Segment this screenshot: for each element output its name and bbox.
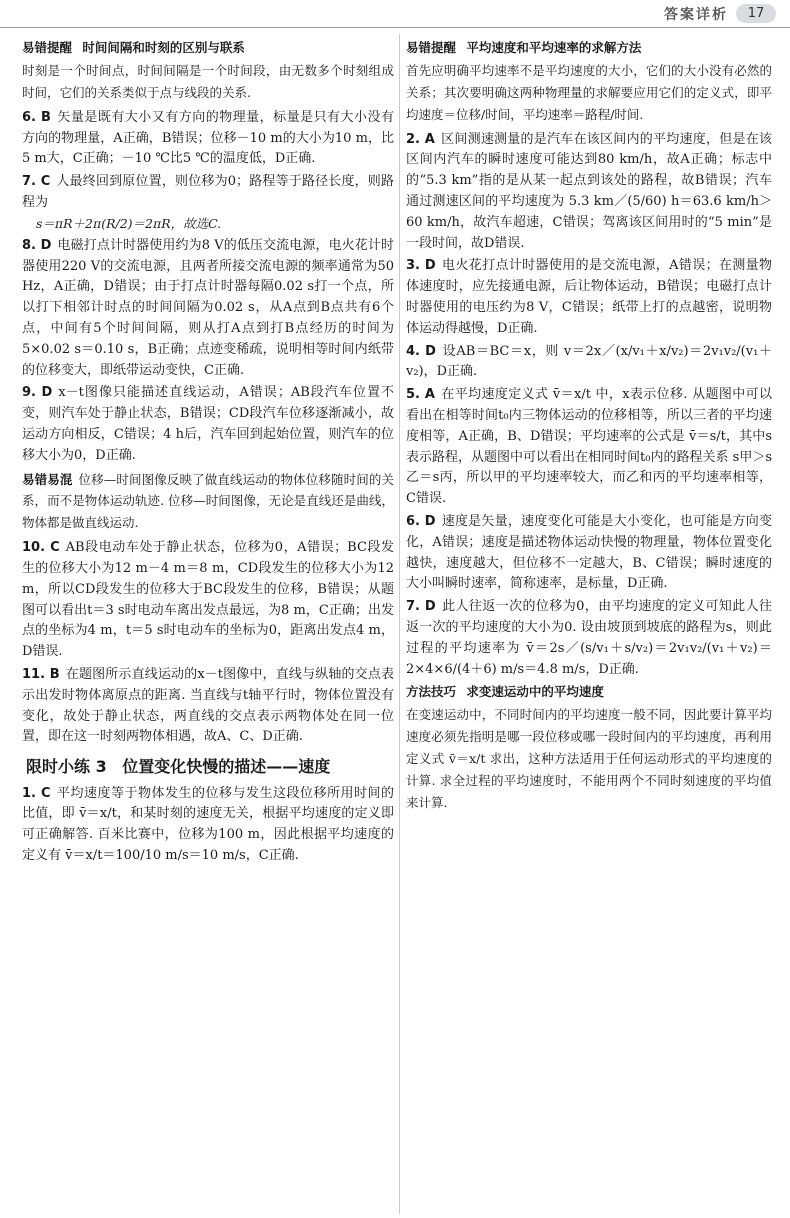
left-column	[22, 38, 394, 869]
answer-s4	[406, 342, 772, 384]
tip-tag: 易错易混	[22, 471, 73, 487]
answer-text: 在题图所示直线运动的x－t图像中，直线与纵轴的交点表示出发时物体离原点的距离. 当直线与t轴平行时，物体位置没有变化，故处于静止状态，两直线的交点表示两物体处在同一位置，即在这一时刻两物体相遇，故A、C、D正确.	[22, 666, 394, 745]
answer-9	[22, 383, 394, 466]
right-column	[406, 38, 772, 818]
tip-box-time	[22, 38, 394, 104]
answer-10	[22, 538, 394, 663]
tip-tag: 易错提醒	[406, 40, 457, 55]
answer-s1	[22, 784, 394, 867]
answer-text: AB段电动车处于静止状态，位移为0，A错误；BC段发生的位移大小为12 m－4 m＝8 m，CD段发生的位移大小为12 m，所以CD段发生的位移大于BC段发生的位移，B错误；从题图可以看出t＝3 s时电动车离出发点最远，为8 m，C正确；出发点的坐标为4 m，t＝5 s时电动车的坐标为0，距离出发点4 m，D错误.	[22, 540, 394, 660]
answer-number: 6. B	[22, 109, 51, 125]
answer-number: 2. A	[406, 131, 435, 147]
answer-8	[22, 236, 394, 382]
answer-number: 6. D	[406, 513, 436, 529]
tip-tag: 易错提醒	[22, 40, 73, 55]
tip-title: 求变速运动中的平均速度	[466, 684, 604, 700]
answer-text: 电磁打点计时器使用约为8 V的低压交流电源，电火花计时器使用220 V的交流电源，且两者所接交流电源的频率通常为50 Hz，A正确，D错误；由于打点计时器每隔0.02 s打一个点，所以打下相邻计时点的时间间隔为0.02 s，从A点到B点共有6个点，中间有5个时间间隔，则从打A点到打B点经历的时间为5×0.02 s＝0.10 s，B正确；点迹变稀疏，说明相等时间内纸带的位移变大，即纸带运动变快，C正确.	[22, 237, 394, 378]
answer-7	[22, 172, 394, 234]
answer-number: 10. C	[22, 540, 60, 556]
tip-title: 平均速度和平均速率的求解方法	[466, 40, 642, 55]
answer-formula: s＝πR＋2π(R/2)＝2πR，故选C.	[36, 215, 222, 231]
answer-number: 5. A	[406, 387, 435, 403]
answer-s5	[406, 385, 772, 510]
answer-6	[22, 108, 394, 170]
header-title: 答案详析	[664, 7, 728, 23]
answer-text: 平均速度等于物体发生的位移与发生这段位移所用时间的比值，即 v̄＝x/t，和某时刻的速度无关，根据平均速度的定义即可正确解答. 百米比赛中，位移为100 m，因此根据平均速度的定义有 v̄＝x/t＝100/10 m/s＝10 m/s，C正确.	[22, 785, 394, 864]
column-divider	[399, 34, 400, 1214]
section-number: 限时小练 3	[26, 757, 107, 777]
page-number: 17	[736, 4, 776, 23]
answer-number: 9. D	[22, 385, 53, 401]
answer-s2	[406, 130, 772, 255]
answer-number: 4. D	[406, 343, 436, 359]
answer-text: 区间测速测量的是汽车在该区间内的平均速度，但是在该区间内汽车的瞬时速度可能达到80 km/h，故A正确；标志中的“5.3 km”指的是从某一起点到该处的路程，故B错误；汽车通过测速区间的平均速度为 5.3 km／(5/60) h＝63.6 km/h＞60 km/h，故汽车超速，C错误；驾离该区间用时的“5 min”是一段时间，故D错误.	[406, 131, 772, 251]
tip-text: 首先应明确平均速率不是平均速度的大小，它们的大小没有必然的关系；其次要明确这两种物理量的求解要应用它们的定义式，即平均速度＝位移/时间，平均速率＝路程/时间.	[406, 63, 772, 122]
answer-s6	[406, 512, 772, 595]
section-title: 位置变化快慢的描述——速度	[122, 757, 331, 777]
tip-box-method	[406, 682, 772, 813]
answer-11	[22, 665, 394, 748]
answer-text: 矢量是既有大小又有方向的物理量，标量是只有大小没有方向的物理量，A正确，B错误；位移－10 m的大小为10 m，比5 m大，C正确；－10 ℃比5 ℃的温度低，D正确.	[22, 109, 394, 167]
answer-s7	[406, 597, 772, 680]
answer-text: 此人往返一次的位移为0，由平均速度的定义可知此人往返一次的平均速度的大小为0. 设由坡顶到坡底的路程为s，则此过程的平均速率为 v̄＝2s／(s/v₁＋s/v₂)＝2v₁v₂/(v₁＋v₂)＝2×4×6/(4＋6) m/s＝4.8 m/s，D正确.	[406, 599, 772, 677]
tip-text: 在变速运动中，不同时间内的平均速度一般不同，因此要计算平均速度必须先指明是哪一段位移或哪一段时间内的平均速度，再利用定义式 v̄＝x/t 求出，这种方法适用于任何运动形式的平均速度的计算. 求全过程的平均速度时，不能用两个不同时刻速度的平均值来计算.	[406, 707, 772, 810]
answer-text: 设AB＝BC＝x，则 v＝2x／(x/v₁＋x/v₂)＝2v₁v₂/(v₁＋v₂)，D正确.	[406, 343, 772, 380]
answer-text: 人最终回到原位置，则位移为0；路程等于路径长度，则路程为	[22, 174, 394, 210]
answer-text: 速度是矢量，速度变化可能是大小变化，也可能是方向变化，A错误；速度是描述物体运动快慢的物理量，物体位置变化越快，速度越大，但位移不一定越大，B、C错误；瞬时速度的大小叫瞬时速率，简称速率，是标量，D正确.	[406, 513, 772, 592]
answer-number: 1. C	[22, 785, 51, 801]
tip-title: 时间间隔和时刻的区别与联系	[82, 40, 245, 55]
answer-s3	[406, 256, 772, 339]
answer-number: 7. C	[22, 174, 51, 190]
answer-text: 在平均速度定义式 v̄＝x/t 中，x表示位移. 从题图中可以看出在相等时间t₀内三物体运动的位移相等，所以三者的平均速度相等，A正确，B、D错误；平均速率的公式是 v̄＝s/t，其中s表示路程，从题图中可以看出在相同时间t₀内的路程关系 s甲＞s乙＝s丙，所以甲的平均速率较大，而乙和丙的平均速率相等，C错误.	[406, 387, 772, 507]
tip-box-average	[406, 38, 772, 126]
tip-tag: 方法技巧	[406, 684, 457, 700]
answer-number: 11. B	[22, 666, 60, 682]
answer-number: 7. D	[406, 599, 436, 615]
header-divider	[0, 27, 790, 28]
page-header	[0, 0, 790, 28]
tip-text: 位移—时间图像反映了做直线运动的物体位移随时间的关系，而不是物体运动轨迹. 位移—时间图像，无论是直线还是曲线，物体都是做直线运动.	[22, 471, 394, 531]
answer-number: 8. D	[22, 237, 52, 253]
answer-text: 电火花打点计时器使用的是交流电源，A错误；在测量物体速度时，应先接通电源，后让物体运动，B错误；电磁打点计时器使用的电压约为8 V，C错误；纸带上打的点越密，说明物体运动得越慢，D正确.	[406, 258, 772, 336]
section-heading	[26, 754, 394, 780]
answer-text: x－t图像只能描述直线运动，A错误；AB段汽车位置不变，则汽车处于静止状态，B错误；CD段汽车位移逐渐减小，故运动方向相反，C错误；4 h后，汽车回到起始位置，则汽车的位移大小为0，D正确.	[22, 385, 394, 463]
tip-text: 时刻是一个时间点，时间间隔是一个时间段，由无数多个时刻组成时间，它们的关系类似于点与线段的关系.	[22, 63, 394, 100]
tip-box-confusion	[22, 469, 394, 535]
answer-number: 3. D	[406, 258, 436, 274]
